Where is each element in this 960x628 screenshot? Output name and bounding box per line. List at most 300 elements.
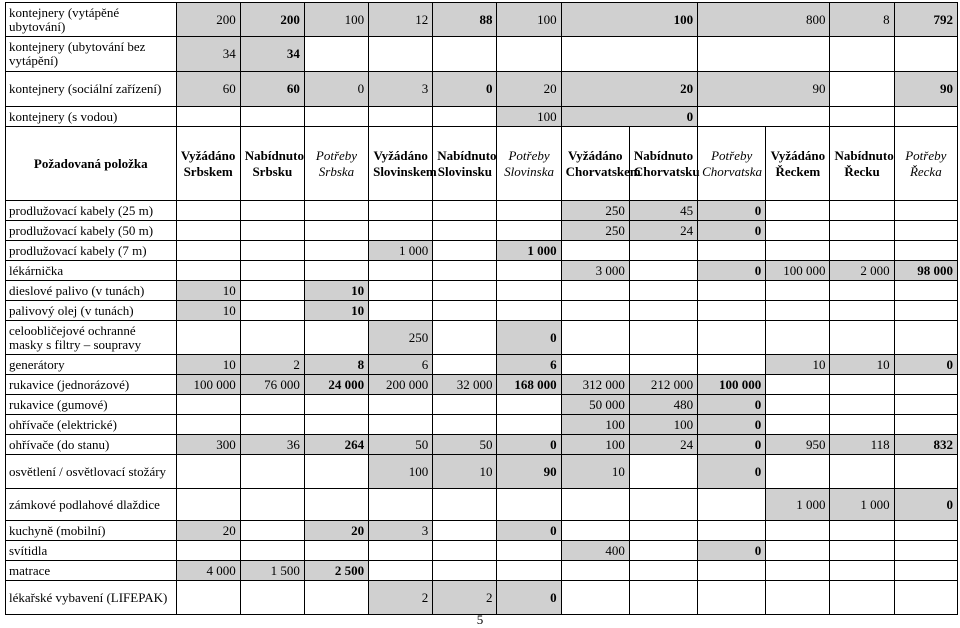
- table-cell: 212 000: [629, 375, 697, 395]
- table-cell: [830, 455, 894, 489]
- table-cell: [698, 107, 830, 127]
- table-cell: [698, 281, 766, 301]
- table-cell: [629, 455, 697, 489]
- table-cell: 10: [304, 301, 368, 321]
- table-cell: [561, 521, 629, 541]
- page-number: 5: [476, 612, 484, 627]
- table-cell: [497, 541, 561, 561]
- table-cell: 12: [369, 3, 433, 37]
- table-cell: [830, 301, 894, 321]
- table-cell: 100: [497, 3, 561, 37]
- table-cell: 10: [766, 355, 830, 375]
- header-item-label: Požadovaná položka: [6, 127, 177, 201]
- table-cell: 200 000: [369, 375, 433, 395]
- table-cell: [176, 581, 240, 615]
- table-cell: 10: [304, 281, 368, 301]
- table-cell: 34: [240, 37, 304, 72]
- table-cell: [240, 201, 304, 221]
- table-cell: [304, 581, 368, 615]
- table-cell: 90: [698, 72, 830, 107]
- table-cell: [176, 107, 240, 127]
- data-rows: [6, 201, 958, 615]
- table-cell: 24: [629, 221, 697, 241]
- table-cell: [894, 301, 957, 321]
- table-cell: [433, 521, 497, 541]
- table-cell: [629, 561, 697, 581]
- row-label: svítidla: [6, 541, 177, 561]
- table-cell: [830, 375, 894, 395]
- table-cell: 2 500: [304, 561, 368, 581]
- header-greece-offered: Nabídnuto Řecku: [830, 127, 894, 201]
- table-cell: [497, 395, 561, 415]
- table-row: [6, 107, 958, 127]
- table-cell: [433, 107, 497, 127]
- table-cell: [894, 561, 957, 581]
- table-cell: 24: [629, 435, 697, 455]
- table-row: [6, 281, 958, 301]
- table-cell: [830, 281, 894, 301]
- top-rows: [6, 3, 958, 127]
- table-cell: [830, 561, 894, 581]
- table-cell: 6: [497, 355, 561, 375]
- table-cell: [240, 321, 304, 355]
- table-row: [6, 72, 958, 107]
- row-label: lékárnička: [6, 261, 177, 281]
- table-cell: 50 000: [561, 395, 629, 415]
- table-cell: [304, 395, 368, 415]
- table-cell: 1 000: [830, 489, 894, 521]
- header-croatia-requested: Vyžádáno Chorvatskem: [561, 127, 629, 201]
- aid-table: [5, 2, 958, 615]
- table-cell: [176, 541, 240, 561]
- table-cell: [176, 415, 240, 435]
- row-label: palivový olej (v tunách): [6, 301, 177, 321]
- table-cell: [629, 241, 697, 261]
- table-cell: [766, 221, 830, 241]
- table-cell: [561, 321, 629, 355]
- table-cell: [433, 37, 497, 72]
- header-slovenia-needs: Potřeby Slovinska: [497, 127, 561, 201]
- table-cell: [240, 107, 304, 127]
- table-cell: [766, 521, 830, 541]
- table-cell: [766, 301, 830, 321]
- table-cell: 90: [497, 455, 561, 489]
- table-cell: 0: [698, 435, 766, 455]
- table-cell: 792: [894, 3, 957, 37]
- table-cell: [629, 321, 697, 355]
- header-croatia-needs: Potřeby Chorvatska: [698, 127, 766, 201]
- table-cell: 100: [629, 415, 697, 435]
- table-cell: 312 000: [561, 375, 629, 395]
- table-cell: [629, 581, 697, 615]
- row-label: zámkové podlahové dlaždice: [6, 489, 177, 521]
- table-cell: [240, 301, 304, 321]
- table-cell: 0: [698, 415, 766, 435]
- table-cell: [561, 281, 629, 301]
- table-cell: [369, 201, 433, 221]
- header-serbia-requested: Vyžádáno Srbskem: [176, 127, 240, 201]
- table-row: [6, 455, 958, 489]
- table-cell: [894, 221, 957, 241]
- table-cell: 20: [561, 72, 697, 107]
- table-cell: [240, 281, 304, 301]
- table-cell: 10: [176, 355, 240, 375]
- table-cell: 800: [698, 3, 830, 37]
- row-label: osvětlení / osvětlovací stožáry: [6, 455, 177, 489]
- table-cell: 950: [766, 435, 830, 455]
- row-label: prodlužovací kabely (25 m): [6, 201, 177, 221]
- table-cell: [176, 221, 240, 241]
- table-cell: [240, 395, 304, 415]
- table-cell: [698, 521, 766, 541]
- table-cell: 1 500: [240, 561, 304, 581]
- table-cell: [698, 321, 766, 355]
- table-cell: 100 000: [766, 261, 830, 281]
- table-cell: [240, 415, 304, 435]
- row-label: lékařské vybavení (LIFEPAK): [6, 581, 177, 615]
- table-cell: 90: [894, 72, 957, 107]
- table-cell: [497, 561, 561, 581]
- table-cell: [698, 37, 830, 72]
- table-cell: [766, 541, 830, 561]
- header-greece-requested: Vyžádáno Řeckem: [766, 127, 830, 201]
- table-row: [6, 37, 958, 72]
- table-cell: [240, 261, 304, 281]
- table-cell: 98 000: [894, 261, 957, 281]
- table-cell: [304, 489, 368, 521]
- table-cell: [629, 261, 697, 281]
- table-cell: [766, 561, 830, 581]
- table-cell: [830, 415, 894, 435]
- table-cell: 0: [894, 355, 957, 375]
- table-cell: 250: [561, 221, 629, 241]
- table-cell: [433, 541, 497, 561]
- table-cell: [369, 37, 433, 72]
- table-cell: [497, 261, 561, 281]
- table-cell: 250: [561, 201, 629, 221]
- table-row: [6, 221, 958, 241]
- table-row: [6, 435, 958, 455]
- table-cell: [830, 581, 894, 615]
- table-row: [6, 321, 958, 355]
- table-cell: [766, 415, 830, 435]
- table-cell: [240, 521, 304, 541]
- table-cell: [176, 261, 240, 281]
- table-cell: [830, 107, 894, 127]
- table-cell: [176, 489, 240, 521]
- table-cell: [304, 321, 368, 355]
- table-cell: [369, 281, 433, 301]
- table-row: [6, 301, 958, 321]
- table-cell: 88: [433, 3, 497, 37]
- table-cell: [433, 201, 497, 221]
- table-cell: 0: [304, 72, 368, 107]
- table-cell: [240, 221, 304, 241]
- table-cell: [433, 261, 497, 281]
- table-cell: [894, 37, 957, 72]
- table-cell: 36: [240, 435, 304, 455]
- table-cell: 0: [497, 521, 561, 541]
- table-cell: [369, 415, 433, 435]
- table-cell: [698, 301, 766, 321]
- table-row: [6, 415, 958, 435]
- header-greece-needs: Potřeby Řecka: [894, 127, 957, 201]
- table-cell: [830, 201, 894, 221]
- row-label: generátory: [6, 355, 177, 375]
- table-cell: [629, 541, 697, 561]
- table-cell: [304, 541, 368, 561]
- table-cell: 0: [561, 107, 697, 127]
- table-cell: [497, 301, 561, 321]
- table-cell: [304, 201, 368, 221]
- table-cell: 1 000: [766, 489, 830, 521]
- table-cell: [830, 541, 894, 561]
- table-cell: [240, 581, 304, 615]
- table-cell: 0: [698, 455, 766, 489]
- table-cell: [433, 241, 497, 261]
- table-cell: 0: [894, 489, 957, 521]
- row-label: celoobličejové ochranné masky s filtry – soupravy: [6, 321, 177, 355]
- table-cell: 0: [698, 261, 766, 281]
- header-croatia-offered: Nabídnuto Chorvatsku: [629, 127, 697, 201]
- table-cell: 480: [629, 395, 697, 415]
- table-cell: 100: [497, 107, 561, 127]
- table-row: [6, 261, 958, 281]
- table-cell: [497, 415, 561, 435]
- table-cell: [369, 489, 433, 521]
- table-row: [6, 3, 958, 37]
- table-cell: 20: [304, 521, 368, 541]
- table-cell: [698, 355, 766, 375]
- table-cell: [894, 395, 957, 415]
- row-label: kuchyně (mobilní): [6, 521, 177, 541]
- table-cell: [304, 455, 368, 489]
- table-cell: 264: [304, 435, 368, 455]
- table-cell: [894, 521, 957, 541]
- table-cell: [304, 107, 368, 127]
- table-cell: [698, 581, 766, 615]
- table-cell: [497, 221, 561, 241]
- row-label: kontejnery (sociální zařízení): [6, 72, 177, 107]
- table-cell: 60: [240, 72, 304, 107]
- table-row: [6, 561, 958, 581]
- table-cell: 50: [433, 435, 497, 455]
- table-cell: [369, 301, 433, 321]
- table-cell: 6: [369, 355, 433, 375]
- table-cell: [369, 107, 433, 127]
- table-cell: [766, 581, 830, 615]
- table-cell: 60: [176, 72, 240, 107]
- table-cell: [894, 281, 957, 301]
- table-cell: [561, 489, 629, 521]
- table-cell: [433, 395, 497, 415]
- table-cell: [629, 281, 697, 301]
- table-cell: [240, 541, 304, 561]
- table-cell: [766, 395, 830, 415]
- table-row: [6, 241, 958, 261]
- row-label: kontejnery (s vodou): [6, 107, 177, 127]
- table-cell: 0: [698, 221, 766, 241]
- table-cell: [561, 301, 629, 321]
- table-cell: 1 000: [497, 241, 561, 261]
- table-cell: [561, 241, 629, 261]
- table-cell: 3 000: [561, 261, 629, 281]
- table-cell: [830, 521, 894, 541]
- table-cell: 10: [176, 301, 240, 321]
- table-cell: 34: [176, 37, 240, 72]
- table-cell: [369, 261, 433, 281]
- row-label: dieslové palivo (v tunách): [6, 281, 177, 301]
- table-cell: 0: [497, 581, 561, 615]
- row-label: kontejnery (vytápěné ubytování): [6, 3, 177, 37]
- table-cell: 2: [433, 581, 497, 615]
- table-cell: 45: [629, 201, 697, 221]
- row-label: matrace: [6, 561, 177, 581]
- table-cell: [766, 321, 830, 355]
- table-row: [6, 395, 958, 415]
- table-cell: 76 000: [240, 375, 304, 395]
- table-cell: [766, 201, 830, 221]
- table-cell: 200: [176, 3, 240, 37]
- table-cell: 0: [698, 395, 766, 415]
- table-cell: [830, 241, 894, 261]
- row-label: ohřívače (do stanu): [6, 435, 177, 455]
- table-cell: 100: [304, 3, 368, 37]
- table-cell: [433, 561, 497, 581]
- table-cell: [830, 37, 894, 72]
- table-cell: 4 000: [176, 561, 240, 581]
- table-cell: 300: [176, 435, 240, 455]
- table-row: [6, 375, 958, 395]
- table-cell: 2 000: [830, 261, 894, 281]
- table-cell: 100: [561, 435, 629, 455]
- row-label: rukavice (jednorázové): [6, 375, 177, 395]
- table-cell: [304, 415, 368, 435]
- table-cell: [894, 415, 957, 435]
- table-cell: [629, 521, 697, 541]
- table-cell: 100: [369, 455, 433, 489]
- row-label: prodlužovací kabely (50 m): [6, 221, 177, 241]
- table-cell: [561, 37, 697, 72]
- table-cell: 24 000: [304, 375, 368, 395]
- table-cell: [433, 489, 497, 521]
- table-cell: 10: [830, 355, 894, 375]
- table-cell: [176, 455, 240, 489]
- table-cell: 2: [240, 355, 304, 375]
- table-cell: [369, 395, 433, 415]
- table-cell: [176, 241, 240, 261]
- table-cell: [766, 281, 830, 301]
- table-cell: 3: [369, 521, 433, 541]
- table-cell: [561, 355, 629, 375]
- table-cell: 2: [369, 581, 433, 615]
- table-cell: [176, 201, 240, 221]
- row-label: rukavice (gumové): [6, 395, 177, 415]
- table-cell: 32 000: [433, 375, 497, 395]
- table-row: [6, 541, 958, 561]
- table-cell: [894, 241, 957, 261]
- table-cell: 100 000: [176, 375, 240, 395]
- table-cell: [433, 221, 497, 241]
- row-label: prodlužovací kabely (7 m): [6, 241, 177, 261]
- table-cell: [304, 261, 368, 281]
- table-cell: [433, 281, 497, 301]
- table-cell: [629, 489, 697, 521]
- header-slovenia-requested: Vyžádáno Slovinskem: [369, 127, 433, 201]
- table-cell: [766, 375, 830, 395]
- table-cell: [433, 321, 497, 355]
- table-cell: 10: [561, 455, 629, 489]
- table-cell: [894, 581, 957, 615]
- table-cell: [176, 395, 240, 415]
- table-cell: [240, 241, 304, 261]
- table-cell: 0: [698, 541, 766, 561]
- table-cell: 100 000: [698, 375, 766, 395]
- row-label: kontejnery (ubytování bez vytápění): [6, 37, 177, 72]
- table-cell: [894, 201, 957, 221]
- table-cell: [894, 455, 957, 489]
- table-cell: 10: [433, 455, 497, 489]
- table-cell: 832: [894, 435, 957, 455]
- header: [6, 127, 958, 201]
- table-row: [6, 521, 958, 541]
- table-cell: [369, 561, 433, 581]
- table-row: [6, 201, 958, 221]
- table-cell: 10: [176, 281, 240, 301]
- table-cell: [304, 221, 368, 241]
- table-cell: [304, 241, 368, 261]
- table-cell: [629, 301, 697, 321]
- table-row: [6, 355, 958, 375]
- table-cell: 100: [561, 415, 629, 435]
- table-cell: [497, 489, 561, 521]
- header-serbia-needs: Potřeby Srbska: [304, 127, 368, 201]
- table-cell: 400: [561, 541, 629, 561]
- table-cell: [497, 37, 561, 72]
- table-cell: [433, 415, 497, 435]
- table-cell: [894, 541, 957, 561]
- table-cell: [698, 241, 766, 261]
- table-cell: 100: [561, 3, 697, 37]
- row-label: ohřívače (elektrické): [6, 415, 177, 435]
- table-cell: [830, 395, 894, 415]
- table-cell: [894, 107, 957, 127]
- table-cell: [766, 241, 830, 261]
- table-cell: 8: [304, 355, 368, 375]
- table-cell: [240, 455, 304, 489]
- table-cell: [240, 489, 304, 521]
- table-cell: 250: [369, 321, 433, 355]
- table-cell: [304, 37, 368, 72]
- table-cell: 0: [698, 201, 766, 221]
- table-cell: [369, 541, 433, 561]
- table-cell: [830, 72, 894, 107]
- table-row: [6, 489, 958, 521]
- table-cell: 0: [497, 435, 561, 455]
- table-cell: 50: [369, 435, 433, 455]
- table-cell: 168 000: [497, 375, 561, 395]
- table-cell: [433, 301, 497, 321]
- table-cell: [894, 375, 957, 395]
- table-cell: [766, 455, 830, 489]
- table-cell: [176, 321, 240, 355]
- table-cell: [561, 581, 629, 615]
- table-cell: [698, 489, 766, 521]
- table-cell: 200: [240, 3, 304, 37]
- table-cell: 8: [830, 3, 894, 37]
- table-cell: [561, 561, 629, 581]
- header-serbia-offered: Nabídnuto Srbsku: [240, 127, 304, 201]
